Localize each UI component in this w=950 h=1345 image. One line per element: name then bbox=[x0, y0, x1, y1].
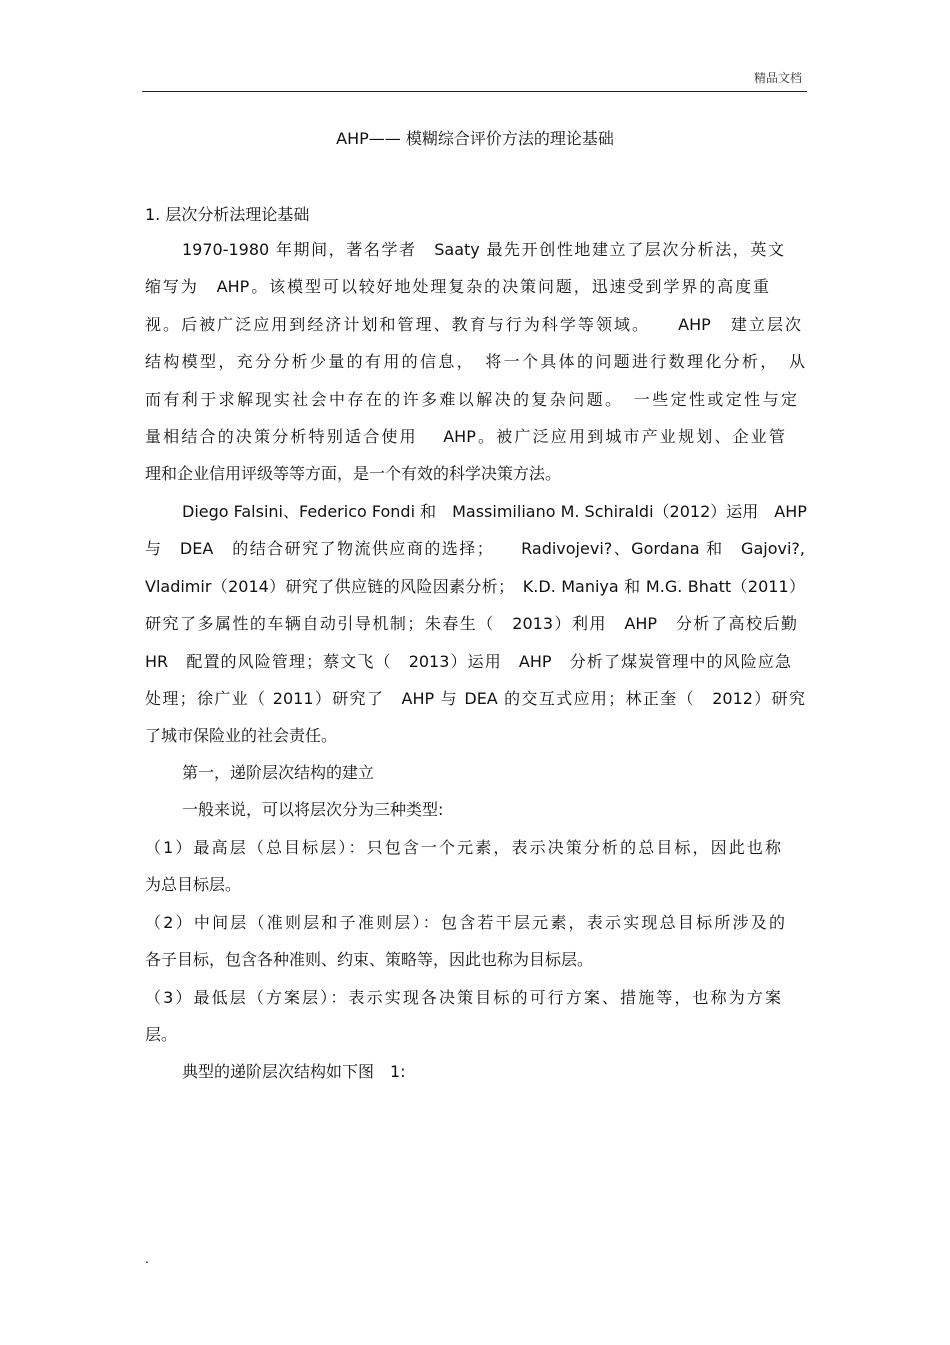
paragraph-line: 理和企业信用评级等等方面，是一个有效的科学决策方法。 bbox=[145, 464, 562, 483]
list-item-line: 层。 bbox=[145, 1025, 178, 1044]
paragraph-line: 第一，递阶层次结构的建立 bbox=[182, 763, 375, 782]
footer-mark: . bbox=[145, 1252, 149, 1266]
paragraph-line: 研究了多属性的车辆自动引导机制；朱春生（ 2013）利用 AHP 分析了高校后勤 bbox=[145, 614, 797, 633]
paragraph-line: 典型的递阶层次结构如下图 1: bbox=[182, 1062, 406, 1081]
paragraph-line: 缩写为 AHP。该模型可以较好地处理复杂的决策问题，迅速受到学界的高度重 bbox=[145, 277, 769, 296]
list-item-line: （1）最高层（总目标层）：只包含一个元素，表示决策分析的总目标，因此也称 bbox=[145, 838, 781, 857]
header-divider bbox=[142, 91, 807, 92]
paragraph-line: 了城市保险业的社会责任。 bbox=[145, 726, 338, 745]
section-heading: 1. 层次分析法理论基础 bbox=[145, 205, 310, 224]
paragraph-line: 结构模型，充分分析少量的有用的信息， 将一个具体的问题进行数理化分析， 从 bbox=[145, 352, 805, 371]
list-item-line: 各子目标，包含各种准则、约束、策略等，因此也称为目标层。 bbox=[145, 950, 594, 969]
list-item-line: （2）中间层（准则层和子准则层）：包含若干层元素，表示实现总目标所涉及的 bbox=[145, 913, 785, 932]
document-title: AHP—— 模糊综合评价方法的理论基础 bbox=[336, 129, 614, 148]
paragraph-line: Diego Falsini、Federico Fondi 和 Massimiliano M. Schiraldi（2012）运用 AHP bbox=[182, 502, 807, 521]
list-item-line: 为总目标层。 bbox=[145, 875, 242, 894]
paragraph-line: 而有利于求解现实社会中存在的许多难以解决的复杂问题。 一些定性或定性与定 bbox=[145, 390, 797, 409]
paragraph-line: 量相结合的决策分析特别适合使用 AHP。被广泛应用到城市产业规划、企业管 bbox=[145, 427, 785, 446]
paragraph-line: 1970-1980 年期间，著名学者 Saaty 最先开创性地建立了层次分析法，英文 bbox=[182, 240, 784, 259]
paragraph-line: 视。后被广泛应用到经济计划和管理、教育与行为科学等领域。 AHP 建立层次 bbox=[145, 315, 801, 334]
header-watermark-text: 精品文档 bbox=[753, 71, 802, 85]
paragraph-line: 与 DEA 的结合研究了物流供应商的选择； Radivojevi?、Gordana 和 Gajovi?, bbox=[145, 539, 805, 558]
paragraph-line: HR 配置的风险管理；蔡文飞（ 2013）运用 AHP 分析了煤炭管理中的风险应急 bbox=[145, 652, 791, 671]
paragraph-line: 一般来说，可以将层次分为三种类型: bbox=[182, 800, 444, 819]
list-item-line: （3）最低层（方案层）：表示实现各决策目标的可行方案、措施等，也称为方案 bbox=[145, 988, 781, 1007]
paragraph-line: Vladimir（2014）研究了供应链的风险因素分析； K.D. Maniya 和 M.G. Bhatt（2011） bbox=[145, 577, 805, 596]
paragraph-line: 处理；徐广业（ 2011）研究了 AHP 与 DEA 的交互式应用；林正奎（ 2012）研究 bbox=[145, 689, 805, 708]
